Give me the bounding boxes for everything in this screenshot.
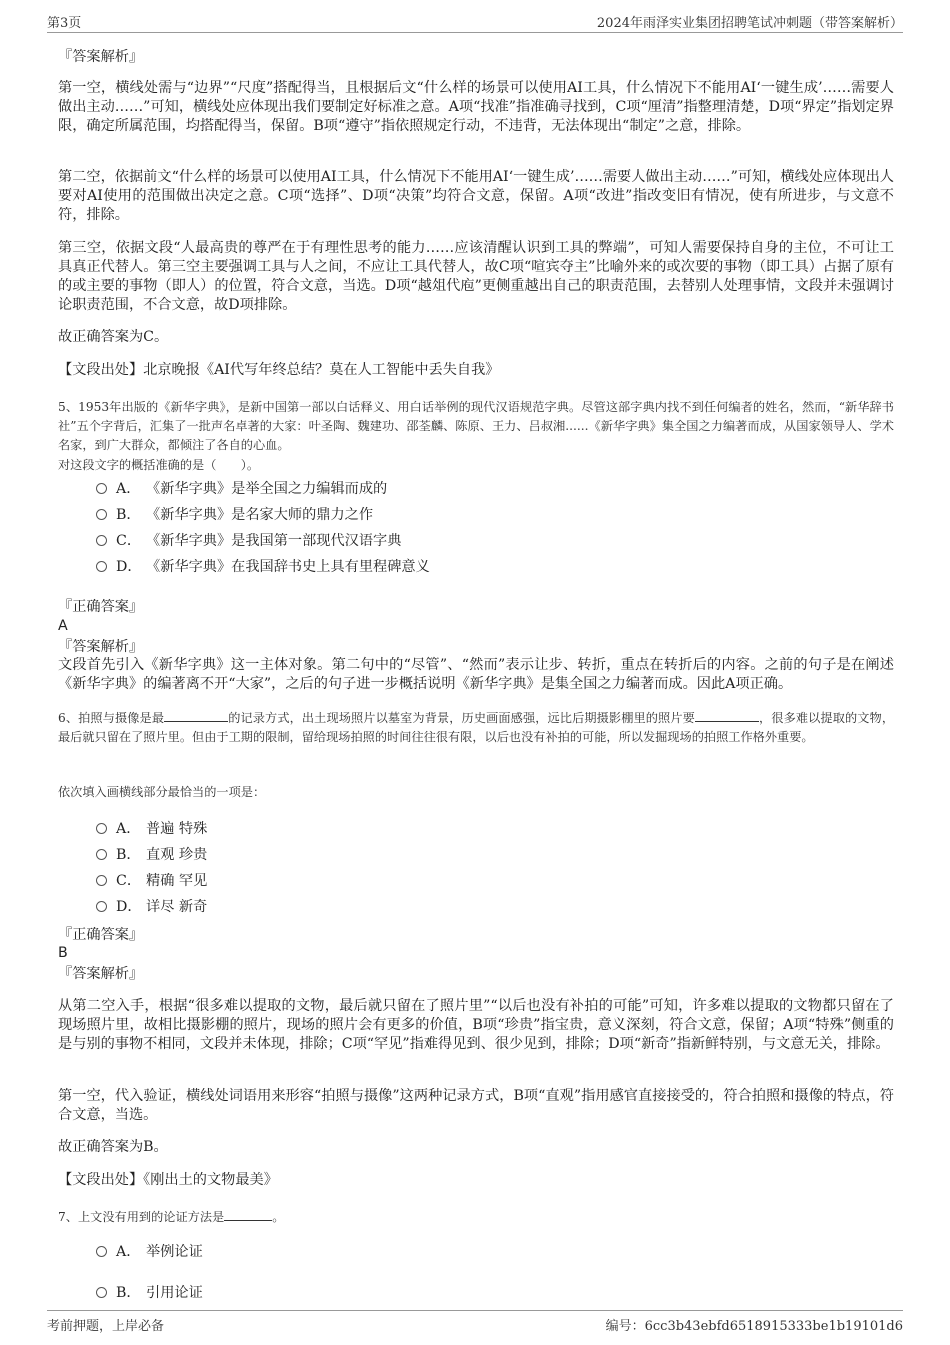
q4-analysis-label: 『答案解析』 [58, 49, 144, 65]
option-key: D． [116, 899, 142, 915]
q5-correct-answer: A [58, 618, 68, 634]
option-text: 《新华字典》是名家大师的鼎力之作 [146, 507, 374, 523]
option-text: 《新华字典》是我国第一部现代汉语字典 [146, 533, 402, 549]
q4-analysis-p2: 第二空，依据前文“什么样的场景可以使用AI工具，什么情况下不能用AI‘一键生成’……需要人做出主动……”可知，横线处应体现出人要对AI使用的范围做出决定之意。C项“选择”、D项“决策”均符合文意，保留。A项“改进”指改变旧有情况，使有所进步，与文意不符，排除。 [58, 169, 894, 223]
option-text: 引用论证 [146, 1285, 203, 1301]
q5-analysis: 文段首先引入《新华字典》这一主体对象。第二句中的“尽管”、“然而”表示让步、转折，重点在转折后的内容。之前的句子是在阐述《新华字典》的编著离不开“大家”，之后的句子进一步概括说明《新华字典》是集全国之力编著而成。因此A项正确。 [58, 657, 894, 692]
page-footer [47, 1310, 903, 1337]
q5-correct-label: 『正确答案』 [58, 599, 144, 615]
document-title: 2024年雨泽实业集团招聘笔试冲刺题（带答案解析） [596, 16, 903, 31]
q6-stem-part-b: 的记录方式，出土现场照片以墓室为背景，历史画面感强，远比后期摄影棚里的照片要 [228, 711, 695, 725]
option-key: C． [116, 873, 142, 889]
q6-option-a[interactable] [96, 819, 207, 839]
option-key: C． [116, 533, 142, 549]
q7-stem [58, 1208, 894, 1227]
q6-ask: 依次填入画横线部分最恰当的一项是： [58, 785, 266, 799]
radio-button[interactable] [96, 483, 107, 494]
q6-option-b[interactable] [96, 845, 207, 865]
q6-stem-part-a: 6、拍照与摄像是最 [58, 711, 165, 725]
radio-button[interactable] [96, 535, 107, 546]
page-number: 第3页 [47, 16, 82, 31]
option-key: B． [116, 847, 141, 863]
option-text: 举例论证 [146, 1244, 203, 1260]
option-key: B． [116, 1285, 141, 1301]
blank-line [224, 1208, 272, 1221]
option-key: D． [116, 559, 142, 575]
q6-correct-label: 『正确答案』 [58, 927, 144, 943]
option-key: B． [116, 507, 141, 523]
option-key: A． [116, 481, 141, 497]
blank-line [695, 709, 759, 722]
q6-conclusion: 故正确答案为B。 [58, 1139, 168, 1155]
q4-source: 【文段出处】北京晚报《AI代写年终总结？莫在人工智能中丢失自我》 [58, 362, 500, 378]
q5-option-d[interactable] [96, 557, 430, 577]
q7-stem-part-b: 。 [272, 1210, 285, 1224]
q4-analysis-p1: 第一空，横线处需与“边界”“尺度”搭配得当，且根据后文“什么样的场景可以使用AI工具，什么情况下不能用AI‘一键生成’……需要人做出主动……”可知，横线处应体现出我们要制定好标准之意。A项“找准”指准确寻找到，C项“厘清”指整理清楚，D项“界定”指划定界限，确定所属范围，均搭配得当，保留。B项“遵守”指依照规定行动，不违背，无法体现出“制定”之意，排除。 [58, 80, 894, 134]
q6-analysis-label: 『答案解析』 [58, 966, 144, 982]
q5-ask: 对这段文字的概括准确的是（ ）。 [58, 458, 260, 472]
q6-correct-answer: B [58, 945, 68, 961]
blank-line [164, 709, 228, 722]
q6-analysis-p2: 第一空，代入验证，横线处词语用来形容“拍照与摄像”这两种记录方式，B项“直观”指用感官直接接受的，符合拍照和摄像的特点，符合文意，当选。 [58, 1088, 894, 1123]
q7-stem-part-a: 7、上文没有用到的论证方法是 [58, 1210, 225, 1224]
option-text: 详尽 新奇 [146, 899, 208, 915]
radio-button[interactable] [96, 561, 107, 572]
option-text: 精确 罕见 [146, 873, 208, 889]
q6-analysis-p1: 从第二空入手，根据“很多难以提取的文物，最后就只留在了照片里”“以后也没有补拍的可能”可知，许多难以提取的文物都只留在了现场照片里，故相比摄影棚的照片，现场的照片会有更多的价值，B项“珍贵”指宝贵，意义深刻，符合文意，保留；A项“特殊”侧重的是与别的事物不相同，文段并未体现，排除；C项“罕见”指难得见到、很少见到，排除；D项“新奇”指新鲜特别，与文意无关，排除。 [58, 998, 894, 1052]
q6-option-d[interactable] [96, 897, 207, 917]
option-text: 普遍 特殊 [146, 821, 208, 837]
q5-analysis-label: 『答案解析』 [58, 639, 144, 655]
q6-stem [58, 709, 894, 747]
q7-option-b[interactable] [96, 1283, 203, 1303]
page-header [47, 10, 903, 33]
option-text: 《新华字典》是举全国之力编辑而成的 [146, 481, 388, 497]
q6-stem-part-c: ，很多难以提取的文物，最后就只留在了照片里。但由于工期的限制，留给现场拍照的时间往往很有限，以后也没有补拍的可能，所以发掘现场的拍照工作格外重要。 [58, 711, 895, 744]
radio-button[interactable] [96, 875, 107, 886]
q6-source: 【文段出处】《刚出土的文物最美》 [58, 1172, 278, 1188]
option-text: 直观 珍贵 [146, 847, 208, 863]
option-text: 《新华字典》在我国辞书史上具有里程碑意义 [146, 559, 430, 575]
document-id: 编号：6cc3b43ebfd6518915333be1b19101d6 [605, 1319, 903, 1334]
q5-option-c[interactable] [96, 531, 401, 551]
radio-button[interactable] [96, 849, 107, 860]
footer-slogan: 考前押题，上岸必备 [47, 1319, 165, 1334]
q5-option-b[interactable] [96, 505, 373, 525]
radio-button[interactable] [96, 1246, 107, 1257]
q5-stem: 5、1953年出版的《新华字典》，是新中国第一部以白话释义、用白话举例的现代汉语规范字典。尽管这部字典内找不到任何编者的姓名，然而，“新华辞书社”五个字背后，汇集了一批声名卓著的大家：叶圣陶、魏建功、邵荃麟、陈原、王力、吕叔湘......《新华字典》集全国之力编著而成，从国家领导人、学术名家，到广大群众，都倾注了各自的心血。 [58, 400, 894, 452]
option-key: A． [116, 821, 141, 837]
radio-button[interactable] [96, 901, 107, 912]
q4-conclusion: 故正确答案为C。 [58, 329, 169, 345]
radio-button[interactable] [96, 509, 107, 520]
q6-option-c[interactable] [96, 871, 207, 891]
q7-option-a[interactable] [96, 1242, 203, 1262]
q5-option-a[interactable] [96, 479, 387, 499]
radio-button[interactable] [96, 1287, 107, 1298]
q4-analysis-p3: 第三空，依据文段“人最高贵的尊严在于有理性思考的能力……应该清醒认识到工具的弊端”，可知人需要保持自身的主位，不可让工具真正代替人。第三空主要强调工具与人之间，不应让工具代替人，故C项“喧宾夺主”比喻外来的或次要的事物（即工具）占据了原有的或主要的事物（即人）的位置，符合文意，当选。D项“越俎代庖”更侧重越出自己的职责范围，去替别人处理事情，文段并未强调讨论职责范围，不合文意，故D项排除。 [58, 240, 894, 313]
option-key: A． [116, 1244, 141, 1260]
radio-button[interactable] [96, 823, 107, 834]
